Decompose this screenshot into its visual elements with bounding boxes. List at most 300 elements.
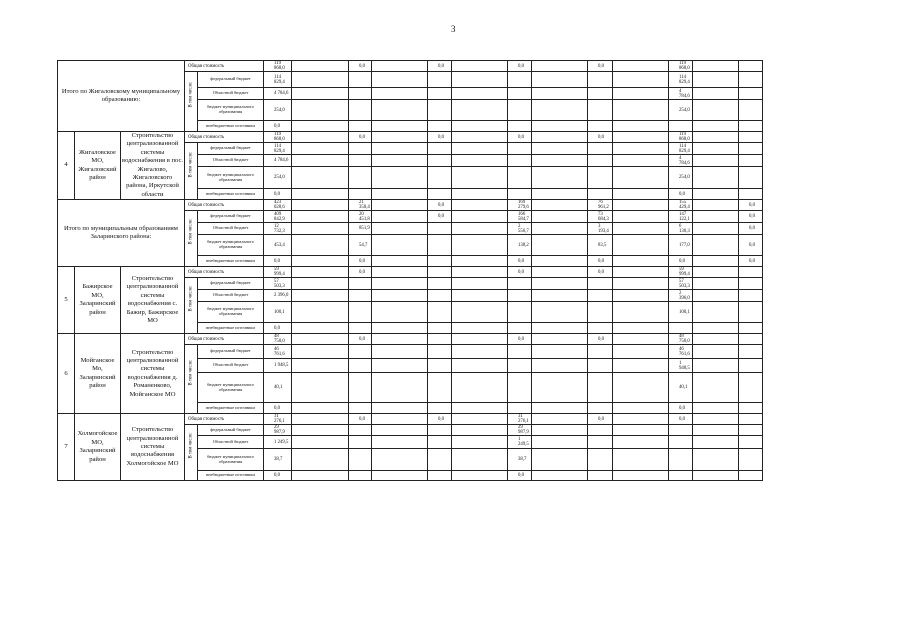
- value-cell: [532, 373, 588, 403]
- value-cell: 0,0: [588, 414, 613, 425]
- value-cell: 0,0: [349, 256, 372, 267]
- value-cell: 254,0: [264, 100, 292, 121]
- in-that-number-text: В том числе:: [188, 151, 194, 178]
- budget-source-label: внебюджетные источники: [198, 323, 264, 334]
- value-cell: [532, 200, 588, 211]
- value-cell: [693, 436, 739, 449]
- value-cell: [452, 121, 508, 132]
- value-cell: [739, 290, 763, 302]
- table-row: [58, 414, 803, 425]
- value-cell: [452, 200, 508, 211]
- value-cell: [739, 359, 763, 373]
- value-cell: [292, 290, 349, 302]
- value-cell: 31 276,1: [508, 414, 532, 425]
- value-cell: 0,0: [739, 256, 763, 267]
- value-cell: [532, 414, 588, 425]
- value-cell: [452, 359, 508, 373]
- value-cell: [508, 345, 532, 359]
- value-cell: [739, 143, 763, 155]
- value-cell: [372, 278, 428, 290]
- value-cell: 38,7: [264, 449, 292, 471]
- budget-source-label: Областной бюджет: [198, 155, 264, 167]
- value-cell: [292, 359, 349, 373]
- value-cell: 4 784,6: [669, 88, 693, 100]
- value-cell: [588, 436, 613, 449]
- value-cell: 6 130,3: [669, 223, 693, 235]
- value-cell: [292, 373, 349, 403]
- value-cell: [372, 267, 428, 278]
- value-cell: 46 761,6: [264, 345, 292, 359]
- value-cell: 40,1: [264, 373, 292, 403]
- value-cell: [532, 334, 588, 345]
- value-cell: [372, 155, 428, 167]
- municipality-name: Холмогойское МО, Заларинский район: [75, 414, 121, 481]
- budget-source-label: бюджет муниципального образования: [198, 235, 264, 256]
- in-that-number-text: В том числе:: [188, 359, 194, 386]
- value-cell: [739, 471, 763, 481]
- value-cell: [508, 143, 532, 155]
- budget-source-label: бюджет муниципального образования: [198, 449, 264, 471]
- value-cell: [428, 235, 452, 256]
- value-cell: 0,0: [264, 256, 292, 267]
- value-cell: [588, 155, 613, 167]
- value-cell: 1 249,5: [508, 436, 532, 449]
- value-cell: [693, 334, 739, 345]
- value-cell: [739, 189, 763, 200]
- table-row: [58, 61, 803, 72]
- value-cell: [588, 425, 613, 436]
- value-cell: 0,0: [588, 132, 613, 143]
- value-cell: [428, 88, 452, 100]
- value-cell: 46 761,6: [669, 345, 693, 359]
- value-cell: [452, 302, 508, 323]
- value-cell: [739, 61, 763, 72]
- in-that-number-text: В том числе:: [188, 432, 194, 459]
- in-that-number-text: В том числе:: [188, 218, 194, 245]
- value-cell: [349, 345, 372, 359]
- total-cost-label: Общая стоимость: [185, 61, 264, 72]
- value-cell: [613, 302, 669, 323]
- value-cell: 169 279,6: [508, 200, 532, 211]
- value-cell: 73 684,3: [588, 211, 613, 223]
- value-cell: [532, 345, 588, 359]
- value-cell: [372, 449, 428, 471]
- in-that-number-text: В том числе:: [188, 81, 194, 108]
- row-number: 7: [58, 414, 75, 481]
- project-description: Строительство централизованной системы водоснабжения с. Бажир, Бажирское МО: [121, 267, 185, 334]
- value-cell: [532, 359, 588, 373]
- value-cell: [532, 121, 588, 132]
- value-cell: [739, 323, 763, 334]
- value-cell: [428, 302, 452, 323]
- value-cell: [532, 143, 588, 155]
- budget-source-label: внебюджетные источники: [198, 471, 264, 481]
- value-cell: [532, 267, 588, 278]
- value-cell: [588, 471, 613, 481]
- value-cell: [349, 72, 372, 88]
- value-cell: 0,0: [264, 323, 292, 334]
- budget-source-label: федеральный бюджет: [198, 425, 264, 436]
- value-cell: [693, 167, 739, 189]
- value-cell: 3 193,4: [588, 223, 613, 235]
- value-cell: [349, 278, 372, 290]
- value-cell: [372, 167, 428, 189]
- budget-source-label: внебюджетные источники: [198, 121, 264, 132]
- value-cell: 12 732,3: [264, 223, 292, 235]
- value-cell: [613, 334, 669, 345]
- value-cell: 0,0: [508, 132, 532, 143]
- row-number: 4: [58, 132, 75, 200]
- value-cell: [588, 88, 613, 100]
- value-cell: [693, 100, 739, 121]
- value-cell: [693, 373, 739, 403]
- value-cell: [613, 403, 669, 414]
- summary-label: Итого по муниципальным образованиям Заларинского района:: [58, 200, 185, 267]
- value-cell: [508, 167, 532, 189]
- value-cell: [292, 403, 349, 414]
- value-cell: [372, 121, 428, 132]
- value-cell: 409 842,9: [264, 211, 292, 223]
- value-cell: [508, 373, 532, 403]
- value-cell: [693, 223, 739, 235]
- value-cell: [588, 100, 613, 121]
- value-cell: [613, 223, 669, 235]
- value-cell: 119 868,0: [669, 61, 693, 72]
- value-cell: [693, 143, 739, 155]
- value-cell: [739, 449, 763, 471]
- value-cell: 114 829,4: [264, 143, 292, 155]
- value-cell: 147 122,1: [669, 211, 693, 223]
- value-cell: [372, 334, 428, 345]
- value-cell: 0,0: [264, 403, 292, 414]
- value-cell: [532, 189, 588, 200]
- value-cell: [508, 155, 532, 167]
- value-cell: [613, 143, 669, 155]
- value-cell: [693, 200, 739, 211]
- value-cell: [739, 72, 763, 88]
- value-cell: [669, 121, 693, 132]
- value-cell: [349, 121, 372, 132]
- value-cell: [292, 200, 349, 211]
- value-cell: 0,0: [428, 211, 452, 223]
- value-cell: [349, 471, 372, 481]
- value-cell: [532, 167, 588, 189]
- value-cell: 57 503,3: [669, 278, 693, 290]
- value-cell: [428, 359, 452, 373]
- value-cell: 4 784,6: [669, 155, 693, 167]
- value-cell: 4 784,6: [264, 155, 292, 167]
- value-cell: [508, 323, 532, 334]
- value-cell: [372, 88, 428, 100]
- value-cell: [372, 403, 428, 414]
- budget-table: [57, 60, 803, 481]
- value-cell: [372, 345, 428, 359]
- value-cell: [739, 302, 763, 323]
- value-cell: [693, 359, 739, 373]
- value-cell: [532, 323, 588, 334]
- value-cell: [613, 345, 669, 359]
- value-cell: [292, 449, 349, 471]
- value-cell: [452, 61, 508, 72]
- value-cell: [428, 256, 452, 267]
- value-cell: [428, 471, 452, 481]
- value-cell: 0,0: [588, 267, 613, 278]
- value-cell: [452, 471, 508, 481]
- value-cell: 0,0: [588, 61, 613, 72]
- value-cell: [372, 256, 428, 267]
- value-cell: 38,7: [508, 449, 532, 471]
- value-cell: [452, 373, 508, 403]
- value-cell: [372, 425, 428, 436]
- page-number: 3: [451, 24, 456, 34]
- value-cell: [739, 100, 763, 121]
- value-cell: [292, 235, 349, 256]
- value-cell: [428, 334, 452, 345]
- value-cell: [613, 373, 669, 403]
- municipality-name: Жигаловское МО, Жигаловский район: [75, 132, 121, 200]
- value-cell: [739, 278, 763, 290]
- value-cell: [428, 223, 452, 235]
- value-cell: [669, 436, 693, 449]
- value-cell: [739, 121, 763, 132]
- value-cell: [452, 100, 508, 121]
- value-cell: [292, 143, 349, 155]
- budget-source-label: Областной бюджет: [198, 223, 264, 235]
- value-cell: [452, 290, 508, 302]
- value-cell: [613, 267, 669, 278]
- budget-source-label: Областной бюджет: [198, 290, 264, 302]
- value-cell: [613, 167, 669, 189]
- value-cell: 138,2: [508, 235, 532, 256]
- value-cell: [693, 403, 739, 414]
- value-cell: [292, 132, 349, 143]
- value-cell: [372, 436, 428, 449]
- value-cell: 0,0: [349, 132, 372, 143]
- value-cell: [452, 223, 508, 235]
- value-cell: [693, 189, 739, 200]
- value-cell: [532, 290, 588, 302]
- value-cell: [372, 72, 428, 88]
- value-cell: [349, 290, 372, 302]
- value-cell: [372, 61, 428, 72]
- summary-label: Итого по Жигаловскому муниципальному образованию:: [58, 61, 185, 132]
- value-cell: 0,0: [508, 334, 532, 345]
- value-cell: [452, 436, 508, 449]
- value-cell: [372, 290, 428, 302]
- value-cell: [613, 61, 669, 72]
- budget-source-label: бюджет муниципального образования: [198, 373, 264, 403]
- value-cell: 0,0: [508, 61, 532, 72]
- value-cell: [508, 403, 532, 414]
- value-cell: [428, 72, 452, 88]
- value-cell: [452, 88, 508, 100]
- value-cell: [349, 449, 372, 471]
- value-cell: [292, 334, 349, 345]
- value-cell: [292, 278, 349, 290]
- value-cell: [693, 256, 739, 267]
- value-cell: 0,0: [508, 471, 532, 481]
- value-cell: [508, 100, 532, 121]
- value-cell: [693, 132, 739, 143]
- value-cell: [428, 436, 452, 449]
- value-cell: 119 868,0: [264, 61, 292, 72]
- value-cell: 0,0: [349, 414, 372, 425]
- value-cell: 119 868,0: [669, 132, 693, 143]
- value-cell: [452, 167, 508, 189]
- value-cell: [693, 471, 739, 481]
- value-cell: [372, 471, 428, 481]
- value-cell: [739, 436, 763, 449]
- value-cell: [508, 359, 532, 373]
- municipality-name: Мойганское Мо, Заларинский район: [75, 334, 121, 414]
- value-cell: [349, 373, 372, 403]
- value-cell: 4 784,6: [264, 88, 292, 100]
- value-cell: [292, 223, 349, 235]
- value-cell: [613, 323, 669, 334]
- value-cell: [292, 167, 349, 189]
- budget-source-label: бюджет муниципального образования: [198, 167, 264, 189]
- value-cell: [739, 345, 763, 359]
- value-cell: [613, 278, 669, 290]
- in-that-number-label: [185, 278, 198, 334]
- value-cell: [669, 425, 693, 436]
- total-cost-label: Общая стоимость: [185, 334, 264, 345]
- value-cell: [613, 290, 669, 302]
- value-cell: [349, 436, 372, 449]
- value-cell: [532, 211, 588, 223]
- value-cell: [588, 449, 613, 471]
- value-cell: 0,0: [428, 414, 452, 425]
- value-cell: [588, 403, 613, 414]
- value-cell: [613, 100, 669, 121]
- value-cell: [613, 235, 669, 256]
- value-cell: [349, 189, 372, 200]
- value-cell: [372, 373, 428, 403]
- value-cell: 1 249,5: [264, 436, 292, 449]
- value-cell: [532, 235, 588, 256]
- value-cell: 0,0: [428, 132, 452, 143]
- value-cell: [693, 88, 739, 100]
- value-cell: 100,1: [264, 302, 292, 323]
- value-cell: [588, 121, 613, 132]
- value-cell: [452, 278, 508, 290]
- value-cell: 48 750,0: [669, 334, 693, 345]
- value-cell: [292, 345, 349, 359]
- total-cost-label: Общая стоимость: [185, 267, 264, 278]
- value-cell: [452, 143, 508, 155]
- budget-source-label: федеральный бюджет: [198, 143, 264, 155]
- value-cell: [428, 323, 452, 334]
- project-description: Строительство централизованной системы водоснабжения в пос. Жигалово, Жигаловского района, Иркутской области: [122, 132, 184, 198]
- budget-source-label: бюджет муниципального образования: [198, 302, 264, 323]
- value-cell: [532, 471, 588, 481]
- value-cell: [613, 256, 669, 267]
- value-cell: 0,0: [669, 403, 693, 414]
- value-cell: [372, 359, 428, 373]
- value-cell: [613, 359, 669, 373]
- value-cell: [349, 167, 372, 189]
- value-cell: [349, 143, 372, 155]
- value-cell: [292, 256, 349, 267]
- value-cell: [739, 425, 763, 436]
- value-cell: [693, 290, 739, 302]
- value-cell: 0,0: [739, 200, 763, 211]
- value-cell: [508, 278, 532, 290]
- value-cell: [349, 425, 372, 436]
- value-cell: [693, 267, 739, 278]
- value-cell: [372, 414, 428, 425]
- value-cell: [292, 267, 349, 278]
- value-cell: [428, 189, 452, 200]
- value-cell: [292, 436, 349, 449]
- value-cell: 0,0: [669, 256, 693, 267]
- value-cell: [452, 449, 508, 471]
- value-cell: 0,0: [264, 121, 292, 132]
- budget-source-label: федеральный бюджет: [198, 211, 264, 223]
- value-cell: [292, 155, 349, 167]
- value-cell: [693, 155, 739, 167]
- value-cell: 423 028,6: [264, 200, 292, 211]
- value-cell: [532, 223, 588, 235]
- value-cell: 0,0: [739, 223, 763, 235]
- value-cell: [508, 290, 532, 302]
- budget-source-label: внебюджетные источники: [198, 189, 264, 200]
- value-cell: [588, 345, 613, 359]
- value-cell: [588, 72, 613, 88]
- value-cell: [588, 359, 613, 373]
- value-cell: [613, 425, 669, 436]
- value-cell: 0,0: [264, 471, 292, 481]
- value-cell: [532, 132, 588, 143]
- value-cell: [693, 121, 739, 132]
- value-cell: [428, 345, 452, 359]
- value-cell: [349, 302, 372, 323]
- value-cell: [452, 267, 508, 278]
- budget-source-label: Областной бюджет: [198, 88, 264, 100]
- row-number: 6: [58, 334, 75, 414]
- value-cell: [508, 302, 532, 323]
- value-cell: [588, 290, 613, 302]
- value-cell: [588, 373, 613, 403]
- value-cell: 0,0: [669, 414, 693, 425]
- value-cell: 0,0: [739, 235, 763, 256]
- value-cell: [739, 132, 763, 143]
- value-cell: [452, 414, 508, 425]
- table-row: [58, 200, 803, 211]
- value-cell: [428, 449, 452, 471]
- value-cell: [739, 373, 763, 403]
- value-cell: [693, 414, 739, 425]
- value-cell: [693, 302, 739, 323]
- value-cell: 1 948,5: [669, 359, 693, 373]
- budget-source-label: бюджет муниципального образования: [198, 100, 264, 121]
- value-cell: [292, 414, 349, 425]
- value-cell: [532, 425, 588, 436]
- table-row: [58, 132, 803, 143]
- municipality-name: Бажирское МО, Заларинский район: [75, 267, 121, 334]
- value-cell: [372, 100, 428, 121]
- table-row: [58, 267, 803, 278]
- value-cell: 155 429,4: [669, 200, 693, 211]
- value-cell: [372, 200, 428, 211]
- value-cell: [613, 88, 669, 100]
- value-cell: [452, 345, 508, 359]
- value-cell: [669, 471, 693, 481]
- value-cell: [508, 121, 532, 132]
- value-cell: [693, 61, 739, 72]
- project-description: Строительство централизованной системы водоснабжения Холмогойское МО: [121, 414, 185, 481]
- value-cell: 114 829,4: [264, 72, 292, 88]
